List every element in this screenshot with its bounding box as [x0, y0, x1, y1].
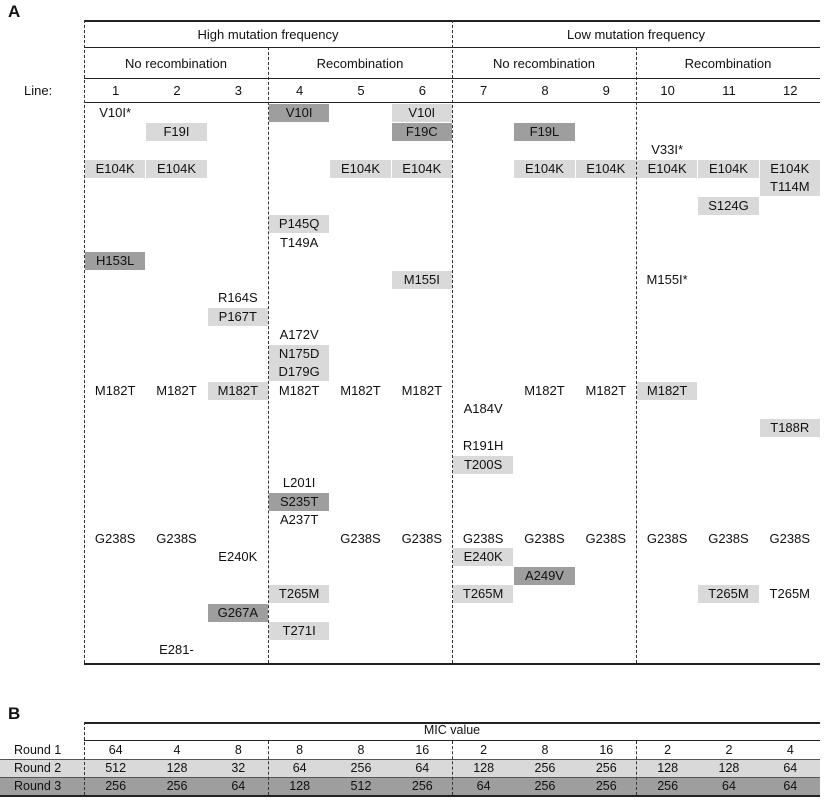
- mutation-cell: M182T: [156, 382, 197, 398]
- mutation-cell: S235T: [269, 493, 329, 511]
- mic-value-cell: 64: [476, 779, 491, 793]
- subheader-high-no-recombination: No recombination: [125, 56, 227, 71]
- mic-value-cell: 64: [292, 761, 307, 775]
- mic-value-cell: 512: [350, 779, 372, 793]
- mic-value-cell: 32: [231, 761, 246, 775]
- mutation-cell: P145Q: [269, 215, 329, 233]
- subheader-low-recombination: Recombination: [684, 56, 772, 71]
- mic-value-cell: 128: [166, 761, 188, 775]
- mic-value-cell: 64: [783, 761, 798, 775]
- mic-value-cell: 2: [725, 743, 733, 757]
- mutation-cell: E104K: [514, 160, 574, 178]
- mutation-cell: M155I: [392, 271, 452, 289]
- mutation-cell: M182T: [637, 382, 697, 400]
- line-number-4: 4: [296, 83, 304, 98]
- mutation-cell: E104K: [760, 160, 820, 178]
- mutation-cell: G238S: [340, 530, 381, 546]
- mic-divider-2: [268, 741, 269, 795]
- mic-value-cell: 8: [357, 743, 365, 757]
- mic-value-cell: 2: [664, 743, 672, 757]
- mutation-cell: A172V: [279, 327, 319, 342]
- mutation-cell: D179G: [269, 363, 329, 381]
- mutation-cell: G238S: [769, 530, 811, 546]
- mutation-cell: V10I*: [99, 105, 132, 120]
- mic-value-cell: 64: [231, 779, 246, 793]
- mic-value-cell: 8: [541, 743, 549, 757]
- low-frequency-header: Low mutation frequency: [566, 27, 706, 42]
- mutation-cell: H153L: [85, 252, 145, 270]
- mic-value-cell: 64: [783, 779, 798, 793]
- mutation-cell: G238S: [94, 530, 136, 546]
- line-number-3: 3: [234, 83, 242, 98]
- mutation-cell: S124G: [698, 197, 758, 215]
- mic-divider-4: [636, 741, 637, 795]
- mutation-cell: M155I*: [646, 271, 688, 287]
- mic-value-cell: 256: [105, 779, 127, 793]
- line-number-9: 9: [602, 83, 610, 98]
- mutation-cell: R191H: [462, 438, 504, 453]
- mic-round-label: Round 1: [14, 743, 62, 757]
- mutation-cell: M182T: [94, 382, 136, 398]
- mutation-cell: G238S: [462, 530, 504, 546]
- mutation-cell: T265M: [698, 585, 758, 603]
- mutation-cell: G238S: [156, 530, 197, 546]
- mic-value-header: MIC value: [423, 723, 481, 737]
- mutation-cell: L201I: [282, 475, 316, 490]
- mutation-cell: V10I: [269, 104, 329, 122]
- mic-value-cell: 16: [415, 743, 430, 757]
- mutation-cell: E104K: [392, 160, 452, 178]
- mic-row-rule: [0, 759, 820, 760]
- line-number-12: 12: [783, 83, 798, 98]
- panel-a-divider-col9-10: [636, 47, 637, 663]
- mutation-cell: M182T: [340, 382, 381, 398]
- mutation-cell: E104K: [146, 160, 206, 178]
- mutation-cell: T200S: [453, 456, 513, 474]
- panel-a-bottom-rule: [84, 663, 820, 665]
- line-label: Line:: [24, 83, 53, 98]
- line-number-8: 8: [541, 83, 549, 98]
- mutation-cell: V33I*: [651, 142, 684, 157]
- mutation-cell: E240K: [218, 549, 258, 564]
- high-frequency-header: High mutation frequency: [197, 27, 339, 42]
- mutation-cell: R164S: [217, 290, 258, 305]
- mic-value-cell: 8: [234, 743, 242, 757]
- mutation-cell: E281-: [159, 641, 194, 657]
- mic-value-cell: 4: [786, 743, 794, 757]
- mutation-cell: T265M: [269, 585, 329, 603]
- mic-value-cell: 128: [718, 761, 740, 775]
- mic-value-cell: 8: [296, 743, 304, 757]
- mutation-cell: M182T: [278, 382, 320, 398]
- mutation-cell: E104K: [698, 160, 758, 178]
- mutation-cell: N175D: [269, 345, 329, 363]
- mutation-cell: A184V: [463, 401, 503, 416]
- line-number-6: 6: [418, 83, 426, 98]
- mic-value-cell: 128: [473, 761, 495, 775]
- mutation-cell: A237T: [279, 512, 319, 527]
- mic-row-rule: [0, 777, 820, 778]
- panel-a-label: A: [8, 2, 21, 21]
- mutation-cell: M182T: [524, 382, 565, 398]
- mic-value-cell: 128: [657, 761, 679, 775]
- mutation-cell: T265M: [453, 585, 513, 603]
- mutation-cell: E104K: [637, 160, 697, 178]
- mic-value-cell: 16: [599, 743, 614, 757]
- mic-value-cell: 2: [480, 743, 488, 757]
- mutation-cell: M182T: [585, 382, 627, 398]
- mutation-cell: F19I: [146, 123, 206, 141]
- mutation-cell: M182T: [208, 382, 268, 400]
- mutation-cell: A249V: [514, 567, 574, 585]
- mic-value-cell: 64: [722, 779, 736, 793]
- mic-value-cell: 256: [657, 779, 679, 793]
- mic-value-cell: 256: [534, 779, 556, 793]
- subheader-high-recombination: Recombination: [316, 56, 404, 71]
- mic-value-cell: 4: [173, 743, 181, 757]
- mutation-cell: T149A: [279, 234, 319, 250]
- mutation-cell: G267A: [208, 604, 268, 622]
- mic-value-cell: 256: [595, 779, 617, 793]
- mutation-cell: M182T: [401, 382, 443, 398]
- mic-value-cell: 512: [105, 761, 127, 775]
- panel-b-bottom-rule: [0, 795, 820, 797]
- line-number-1: 1: [112, 83, 120, 98]
- line-number-7: 7: [480, 83, 488, 98]
- mic-value-cell: 128: [289, 779, 311, 793]
- mutation-cell: G238S: [401, 530, 443, 546]
- mic-value-cell: 256: [350, 761, 372, 775]
- mutation-cell: T188R: [760, 419, 820, 437]
- mutation-cell: G238S: [646, 530, 688, 546]
- mutation-cell: E104K: [576, 160, 636, 178]
- line-number-10: 10: [660, 83, 675, 98]
- mic-value-cell: 256: [534, 761, 556, 775]
- mic-value-cell: 256: [595, 761, 617, 775]
- mic-round-label: Round 3: [14, 779, 62, 793]
- mic-divider-1: [84, 722, 85, 795]
- mutation-cell: F19C: [392, 123, 452, 141]
- mutation-cell: G238S: [524, 530, 565, 546]
- mutation-cell: F19L: [514, 123, 574, 141]
- mic-divider-3: [452, 741, 453, 795]
- line-number-2: 2: [173, 83, 181, 98]
- line-number-5: 5: [357, 83, 365, 98]
- mutation-cell: G238S: [708, 530, 749, 546]
- mic-value-cell: 64: [108, 743, 123, 757]
- mic-value-cell: 256: [411, 779, 433, 793]
- mutation-cell: E104K: [85, 160, 145, 178]
- mutation-cell: G238S: [585, 530, 627, 546]
- mutation-cell: T271I: [269, 622, 329, 640]
- mic-value-cell: 256: [166, 779, 188, 793]
- panel-b-label: B: [8, 704, 21, 723]
- mutation-cell: T265M: [769, 586, 811, 601]
- mutation-cell: E240K: [453, 548, 513, 566]
- panel-a-divider-high-low: [452, 20, 453, 663]
- line-number-11: 11: [722, 83, 736, 98]
- mutation-cell: P167T: [208, 308, 268, 326]
- mic-round-label: Round 2: [14, 761, 62, 775]
- mic-value-cell: 64: [415, 761, 430, 775]
- mutation-cell: E104K: [330, 160, 390, 178]
- mutation-cell: T114M: [760, 178, 820, 196]
- subheader-low-no-recombination: No recombination: [493, 56, 595, 71]
- mutation-cell: V10I: [392, 104, 452, 122]
